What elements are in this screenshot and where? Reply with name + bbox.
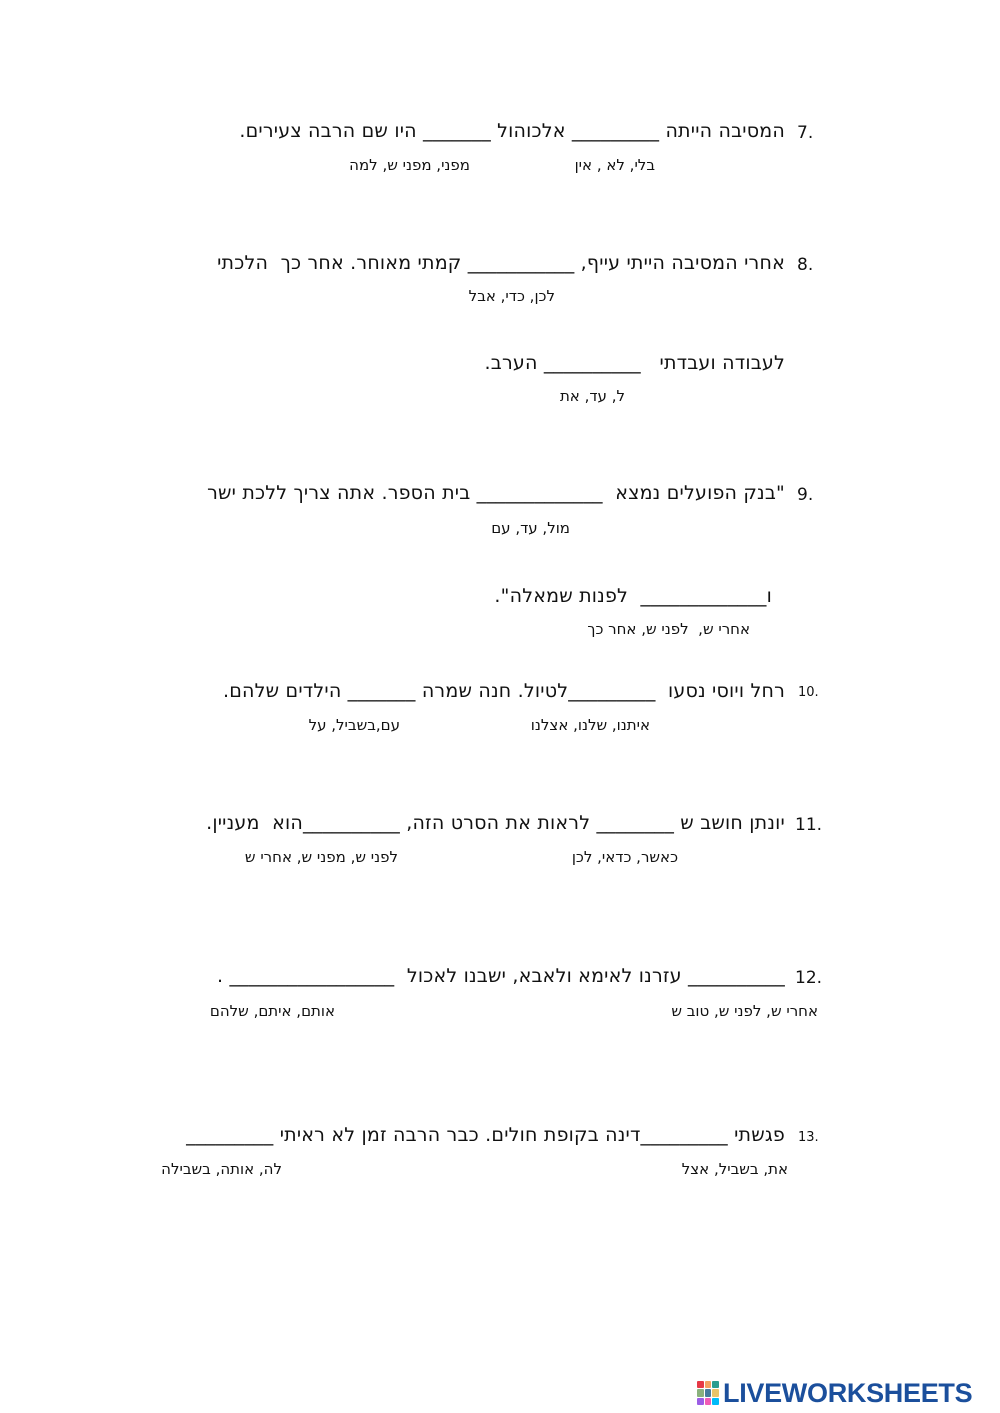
answer-options: את, בשביל, אצל: [681, 1160, 788, 1178]
answer-options: לפני ש, מפני ש, אחרי ש: [244, 848, 398, 866]
question-text: רחל ויוסי נסעו _________לטיול. חנה שמרה _______ הילדים שלהם.: [222, 680, 785, 702]
question-text: __________ עזרנו לאימא ולאבא, ישבנו לאכול _________________ .: [217, 965, 785, 987]
icon-cell: [697, 1389, 704, 1396]
icon-cell: [705, 1398, 712, 1405]
question-number: 11.: [795, 815, 823, 835]
answer-options: לה, אותה, בשבילה: [161, 1160, 282, 1178]
answer-options: אחרי ש, לפני ש, אחר כך: [587, 620, 750, 638]
answer-options: מפני, מפני ש, למה: [349, 156, 470, 174]
answer-options: בלי, לא , אין: [574, 156, 655, 174]
question-number: 13.: [798, 1130, 819, 1145]
answer-options: אותם, איתם, שלהם: [209, 1002, 335, 1020]
question-text: "בנק הפועלים נמצא _____________ בית הספר. אתה צריך ללכת ישר: [207, 482, 785, 504]
question-text: פגשתי _________דינה בקופת חולים. כבר הרבה זמן לא ראיתי _________: [186, 1124, 785, 1146]
answer-options: מול, עד, עם: [491, 519, 570, 537]
answer-options: איתנו, שלנו, אצלנו: [530, 716, 650, 734]
icon-cell: [697, 1381, 704, 1388]
question-text: ו_____________ לפנות שמאלה".: [494, 585, 772, 607]
answer-options: אחרי ש, לפני ש, טוב ש: [671, 1002, 818, 1020]
question-number: 7.: [797, 123, 814, 143]
question-number: 10.: [798, 685, 819, 700]
question-number: 9.: [797, 485, 814, 505]
brand-name: LIVEWORKSHEETS: [723, 1377, 973, 1408]
icon-cell: [697, 1398, 704, 1405]
answer-options: ל, עד, את: [559, 387, 625, 405]
question-text: המסיבה הייתה _________ אלכוהול _______ היו שם הרבה צעירים.: [239, 120, 785, 142]
answer-options: לכן, כדי, אבל: [468, 287, 555, 305]
question-number: 12.: [795, 968, 823, 988]
question-text: יונתן חושב ש ________ לראות את הסרט הזה, __________הוא מעניין.: [206, 812, 785, 834]
question-number: 8.: [797, 255, 814, 275]
icon-cell: [712, 1398, 719, 1405]
question-text: לעבודה ועבדתי __________ הערב.: [484, 352, 785, 374]
liveworksheets-icon: [697, 1381, 719, 1405]
icon-cell: [712, 1389, 719, 1396]
icon-cell: [712, 1381, 719, 1388]
icon-cell: [705, 1381, 712, 1388]
answer-options: כאשר, כדאי, לכן: [571, 848, 678, 866]
icon-cell: [705, 1389, 712, 1396]
liveworksheets-logo: [697, 1378, 972, 1408]
question-text: אחרי המסיבה הייתי עייף, ___________ קמתי מאוחר. אחר כך הלכתי: [217, 252, 785, 274]
answer-options: עם,בשביל, על: [308, 716, 400, 734]
